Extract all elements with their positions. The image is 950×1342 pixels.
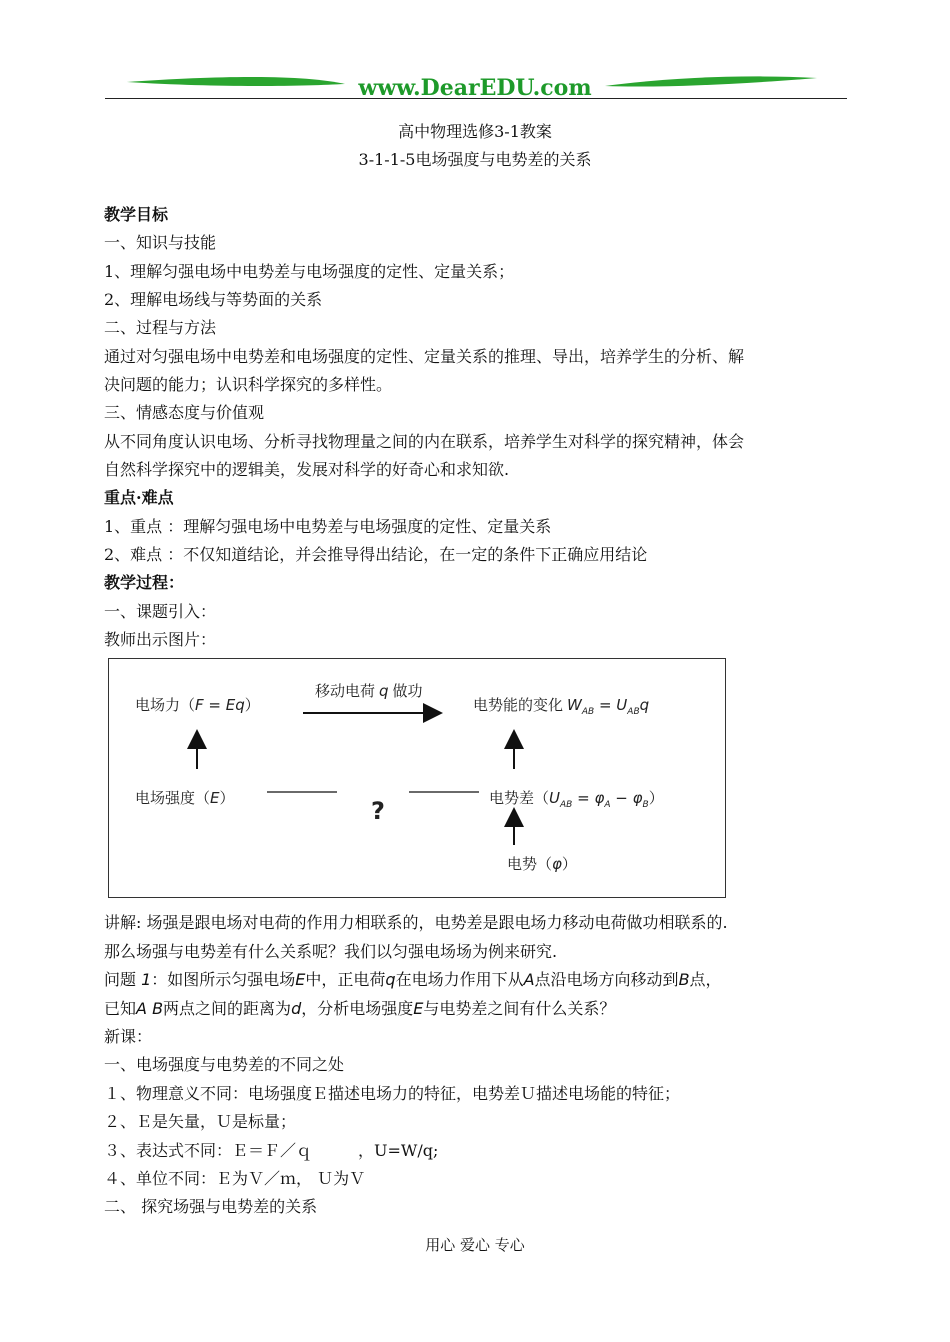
- left-swoosh: [127, 77, 345, 86]
- concept-diagram: [108, 658, 726, 898]
- footer-text: 用心 爱心 专心: [425, 1236, 525, 1254]
- logo-text: www.DearEDU.com: [358, 75, 592, 101]
- paragraph: 讲解: 场强是跟电场对电荷的作用力相联系的，电势差是跟电场力移动电荷做功相联系的.: [104, 913, 728, 932]
- section-heading: 三、情感态度与价值观: [104, 403, 265, 422]
- field-strength-label: 电场强度（E）: [135, 789, 235, 807]
- key-heading: 重点·难点: [104, 488, 174, 507]
- section-heading: 一、知识与技能: [104, 233, 217, 252]
- section-heading: 二、过程与方法: [104, 318, 217, 337]
- paragraph: 2、难点 ：不仅知道结论，并会推导得出结论，在一定的条件下正确应用结论: [104, 545, 648, 564]
- energy-change-label: 电势能的变化 $W_{AB} = U_{AB}q$: [473, 696, 650, 717]
- section-heading: 一、电场强度与电势差的不同之处: [104, 1055, 345, 1074]
- question-line-2: 已知A B两点之间的距离为d，分析电场强度E与电势差之间有什么关系？: [104, 999, 616, 1018]
- paragraph: 2、理解电场线与等势面的关系: [104, 290, 323, 309]
- paragraph: 决问题的能力；认识科学探究的多样性。: [104, 375, 393, 394]
- paragraph: 新课：: [104, 1027, 153, 1046]
- process-heading: 教学过程：: [104, 573, 185, 592]
- question-line-1: 问题 1：如图所示匀强电场E中，正电荷q在电场力作用下从A点沿电场方向移动到B点，: [104, 970, 722, 989]
- paragraph: １、物理意义不同：电场强度Ｅ描述电场力的特征，电势差Ｕ描述电场能的特征；: [104, 1084, 681, 1103]
- right-swoosh: [605, 76, 817, 86]
- paragraph: 1、理解匀强电场中电势差与电场强度的定性、定量关系；: [104, 262, 515, 281]
- paragraph: 自然科学探究中的逻辑美，发展对科学的好奇心和求知欲.: [104, 460, 510, 479]
- question-mark: ?: [371, 797, 385, 825]
- paragraph: 1、重点 ：理解匀强电场中电势差与电场强度的定性、定量关系: [104, 517, 552, 536]
- potential-difference-label: 电势差$(U_{AB} = \varphi_A - \varphi_B)$: [489, 789, 664, 810]
- doc-title: 高中物理选修3-1教案: [398, 122, 552, 141]
- section-heading: 一、课题引入：: [104, 602, 217, 621]
- paragraph: ２、Ｅ是矢量，Ｕ是标量；: [104, 1112, 297, 1131]
- expression-line: ３、表达式不同：Ｅ＝Ｆ／ｑ ，U=W/q;: [104, 1141, 439, 1160]
- paragraph: 通过对匀强电场中电势差和电场强度的定性、定量关系的推理、导出，培养学生的分析、解: [104, 347, 745, 366]
- paragraph: 从不同角度认识电场、分析寻找物理量之间的内在联系，培养学生对科学的探究精神，体会: [104, 432, 745, 451]
- paragraph: 那么场强与电势差有什么关系呢？我们以匀强电场场为例来研究.: [104, 942, 558, 961]
- doc-subtitle: 3-1-1-5电场强度与电势差的关系: [358, 150, 592, 169]
- force-label: 电场力（F = Eq）: [135, 696, 260, 714]
- section-heading: 二、 探究场强与电势差的关系: [104, 1197, 318, 1216]
- concept-diagram-svg: [109, 659, 725, 897]
- paragraph: 教师出示图片：: [104, 630, 217, 649]
- paragraph: ４、单位不同：Ｅ为Ｖ／ｍ， Ｕ为Ｖ: [104, 1169, 366, 1188]
- goals-heading: 教学目标: [104, 205, 169, 224]
- move-charge-label: 移动电荷 q 做功: [315, 682, 423, 700]
- header-rule: [105, 98, 847, 99]
- potential-label: 电势（φ）: [507, 855, 577, 873]
